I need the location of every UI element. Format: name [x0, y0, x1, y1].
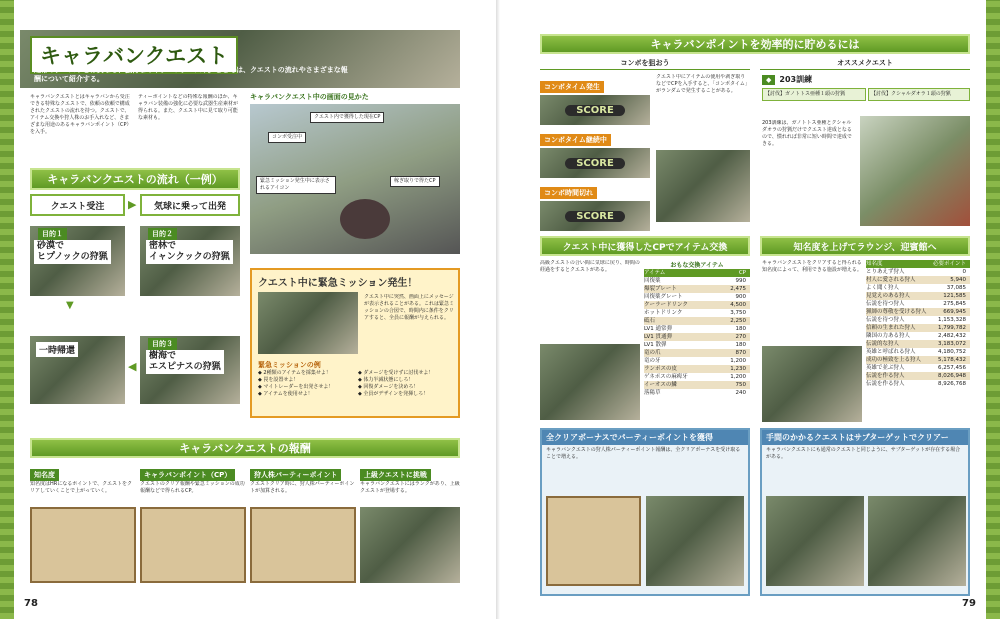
item-table-row: [644, 301, 750, 309]
subtarget-title: 手間のかかるクエストはサブターゲットでクリアー: [762, 430, 968, 445]
flow-step-4-tag: 目的２: [148, 228, 177, 240]
fame-level: 村人に愛される狩人: [866, 277, 916, 283]
flow-title: キャラバンクエストの流れ（一例）: [47, 173, 223, 186]
emergency-list-col2: [358, 370, 458, 398]
item-cp: 1,230: [730, 366, 746, 372]
arrow-left-icon: ◀: [128, 360, 137, 373]
reward-party-head: 狩人株パーティーポイント: [250, 469, 341, 481]
item-table-row: [644, 309, 750, 317]
item-cp: 750: [735, 382, 746, 388]
fame-table-row: [866, 356, 970, 364]
flow-step-3-label: 砂漠で ヒプノックの狩猟: [34, 240, 111, 264]
flow-title-bar: [30, 168, 240, 190]
right-page: [500, 0, 1000, 619]
item-table-row: [644, 373, 750, 381]
fame-table-header-level: 知名度: [866, 261, 883, 267]
fame-table-row: [866, 292, 970, 300]
fame-table-row: [866, 340, 970, 348]
item-table-row: [644, 381, 750, 389]
combo-screen-3: [540, 201, 650, 231]
fame-points: 669,945: [943, 309, 966, 315]
fame-points: 1,799,782: [938, 325, 966, 331]
fame-level: 成功の極致を上る狩人: [866, 357, 922, 363]
arrow-right-icon: ▶: [128, 198, 137, 211]
score-indicator: SCORE: [565, 158, 625, 169]
arrow-down-icon: ▼: [66, 300, 74, 311]
flow-step-6-label: 樹海で エスピナスの狩猟: [146, 350, 224, 374]
fame-table-row: [866, 284, 970, 292]
fame-table-row: [866, 316, 970, 324]
reward-upper-image: [360, 507, 460, 583]
item-name: 竜の爪: [644, 350, 661, 356]
emergency-list-title: 緊急ミッションの例: [258, 361, 321, 369]
quest-image: [860, 116, 970, 226]
body-text-col1: キャラバンクエストとはキャラバンから受注できる特殊なクエストで、依頼の依頼で構成されたクエストの流れを持つ。クエストで、アイテム交換や狩人株のお手入れなど、さまざまな用途のあるキャラバンポイント（CP）を入手。: [30, 94, 130, 135]
fame-points: 8,926,768: [938, 381, 966, 387]
fame-points: 2,482,432: [938, 333, 966, 339]
item-cp: 1,200: [730, 374, 746, 380]
fame-title: 知名度を上げてラウンジ、迎賓館へ: [793, 242, 937, 253]
fame-table-row: [866, 308, 970, 316]
page-number-left: 78: [24, 598, 38, 609]
emergency-box: [250, 268, 460, 418]
fame-table-row: [866, 380, 970, 388]
emergency-item: ◆ 体力半減状態にしろ！: [358, 377, 414, 383]
quest-target-1: 【討伐】ガノトトス亜種１頭の狩猟: [762, 88, 866, 101]
emergency-list-col1: [258, 370, 356, 398]
fame-level: 伝説を作る狩人: [866, 373, 905, 379]
reward-party-text: クエストクリア時に、狩人株パーティーポイントが加算される。: [250, 481, 355, 494]
fame-table-row: [866, 372, 970, 380]
combo-label-1: コンボタイム発生: [540, 81, 604, 93]
emergency-item: ◆ 全員がデザインを発揮しろ！: [358, 391, 429, 397]
flow-step-1-label: クエスト受注: [50, 201, 105, 212]
item-table-title: おもな交換アイテム: [670, 262, 724, 269]
flow-step-5-label: 一時帰還: [36, 342, 78, 357]
fame-points: 5,940: [950, 277, 966, 283]
item-cp: 900: [735, 294, 746, 300]
fame-level: 伝説的な狩人: [866, 341, 900, 347]
body-text-col2: ティーポイントなどの特殊な報酬のほか、キャラバン装備の強化に必要な武器生産素材が得られる。また、クエスト中に見て取り可能な素材も。: [138, 94, 238, 121]
exchange-image: [540, 344, 640, 420]
item-name: 砥石: [644, 318, 656, 324]
combo-panels: [540, 74, 650, 224]
subtarget-image-1: [766, 496, 864, 586]
emergency-item: ◆ 2種類のアイテムを採集せよ！: [258, 370, 331, 376]
item-cp: 4,500: [730, 302, 746, 308]
fame-points: 275,845: [943, 301, 966, 307]
item-name: LV1 貫通弾: [644, 334, 672, 340]
fame-table-row: [866, 300, 970, 308]
main-title: キャラバンポイントを効率的に貯めるには: [650, 38, 860, 51]
item-table-row: [644, 349, 750, 357]
item-table-row: [644, 285, 750, 293]
subtarget-image-2: [868, 496, 966, 586]
screen-guide-image: [250, 104, 460, 254]
item-table-row: [644, 333, 750, 341]
reward-cp-head: キャラバンポイント（CP）: [140, 469, 235, 481]
page-edge-right: [986, 0, 1000, 619]
fame-level: 信頼の生まれた狩人: [866, 325, 916, 331]
callout-combo: コンボ受注中: [268, 132, 306, 143]
bonus-text: キャラバンクエストの狩人株パーティーポイント報酬は、全クリアボーナスを受け取ることで増える。: [546, 447, 741, 460]
combo-screen-2: [540, 148, 650, 178]
flow-step-4-image: [140, 226, 240, 296]
fame-level: 見覚えのある狩人: [866, 293, 911, 299]
fame-level: 伝説を作る狩人: [866, 381, 905, 387]
emergency-text: クエスト中に突然、画面上にメッセージが表示されることがある。これは緊急ミッションの合図で、時間内に条件をクリアすると、全員に報酬が与えられる。: [364, 294, 455, 321]
fame-points: 8,026,948: [938, 373, 966, 379]
item-table-row: [644, 341, 750, 349]
flow-step-3-image: [30, 226, 125, 296]
reward-upper-head: 上級クエストに挑戦: [360, 469, 431, 481]
reward-fame-screen: [30, 507, 136, 583]
fame-table-row: [866, 348, 970, 356]
fame-points: 0: [962, 269, 966, 275]
fame-table: [866, 260, 970, 388]
bonus-box: [540, 428, 750, 596]
item-cp: 180: [735, 342, 746, 348]
fame-level: 伝説を待つ狩人: [866, 317, 905, 323]
score-indicator: SCORE: [565, 105, 625, 116]
fame-table-row: [866, 364, 970, 372]
combo-screen-1: [540, 95, 650, 125]
emergency-item: ◆ アイテムを使用せよ！: [258, 391, 313, 397]
reward-party: [250, 462, 356, 592]
item-cp: 2,250: [730, 318, 746, 324]
item-name: 回復薬グレート: [644, 294, 683, 300]
callout-emergency-icon: 緊急ミッション発生中に表示されるアイコン: [256, 176, 336, 194]
fame-level: 猟師の尊敬を受ける狩人: [866, 309, 927, 315]
fame-points: 5,178,432: [938, 357, 966, 363]
callout-carve-cp: 稼ぎ取りで得たCP: [390, 176, 440, 187]
fame-points: 1,153,328: [938, 317, 966, 323]
score-indicator: SCORE: [565, 211, 625, 222]
flow-step-4-label: 密林で イャンクックの狩猟: [146, 240, 233, 264]
fame-points: 121,585: [943, 293, 966, 299]
fame-text: キャラバンクエストをクリアすると得られる知名度によって、利用できる施設が増える。: [762, 260, 862, 273]
reward-cp: [140, 462, 246, 592]
item-table-header-cp: CP: [738, 270, 746, 276]
item-table-row: [644, 277, 750, 285]
reward-upper-text: キャラバンクエストにはランクがあり、上級クエストが登場する。: [360, 481, 460, 494]
item-table-header: [644, 269, 750, 277]
emergency-title: クエスト中に緊急ミッション発生！: [258, 278, 418, 289]
item-cp: 180: [735, 326, 746, 332]
exchange-text: 高級クエストの合い間に気球に戻り、時間の経過をするとクエストがある。: [540, 260, 640, 273]
combo-image: [656, 150, 750, 222]
item-cp: 270: [735, 334, 746, 340]
page-edge-left: [0, 0, 14, 619]
flow-step-6-image: [140, 336, 240, 404]
fame-level: 隣国の力ある狩人: [866, 333, 911, 339]
fame-points: 4,180,752: [938, 349, 966, 355]
fame-table-header-points: 必要ポイント: [932, 261, 966, 267]
subtarget-text: キャラバンクエストにも通常のクエストと同じように、サブターゲットが存在する場合がある。: [766, 447, 961, 460]
quest-text: 203訓練は、ガノトトス亜種とクシャルダオラの狩猟だけでクエスト達成となるので、慣れれば非常に短い時間で達成できる。: [762, 120, 852, 147]
subtarget-box: [760, 428, 970, 596]
combo-label-3: コンボ時間切れ: [540, 187, 597, 199]
fame-points: 37,085: [946, 285, 966, 291]
item-name: LV1 散弾: [644, 342, 667, 348]
item-table-header-item: アイテム: [644, 270, 666, 276]
rewards-title-bar: [30, 438, 460, 458]
item-name: ゲネポスの麻痺牙: [644, 374, 688, 380]
fame-image: [762, 346, 862, 422]
fame-title-bar: [760, 236, 970, 256]
rewards-title: キャラバンクエストの報酬: [179, 442, 311, 455]
item-name: 爆裂プレート: [644, 286, 677, 292]
screen-guide-title: キャラバンクエスト中の画面の見かた: [250, 93, 369, 101]
fame-level: よく聞く狩人: [866, 285, 900, 291]
fame-table-row: [866, 276, 970, 284]
quest-target-2: 【討伐】クシャルダオラ１頭の狩猟: [868, 88, 970, 101]
flow-step-2: [140, 194, 240, 216]
combo-label-2: コンボタイム継続中: [540, 134, 611, 146]
item-name: ランポスの皮: [644, 366, 678, 372]
item-name: 落陽草: [644, 390, 661, 396]
main-title-bar: [540, 34, 970, 54]
fame-table-row: [866, 332, 970, 340]
item-name: 竜の牙: [644, 358, 661, 364]
recommended-head: オススメクエスト: [760, 58, 970, 70]
exchange-title: クエスト中に獲得したCPでアイテム交換: [562, 242, 728, 253]
flow-step-6-tag: 目的３: [148, 338, 177, 350]
item-name: クーラードリンク: [644, 302, 688, 308]
item-cp: 1,200: [730, 358, 746, 364]
fame-table-body: [866, 268, 970, 388]
quest-number: 203訓練: [779, 75, 813, 84]
item-table-body: [644, 277, 750, 397]
item-cp: 990: [735, 278, 746, 284]
emergency-item: ◆ ダメージを受けずに討伐せよ！: [358, 370, 434, 376]
quest-number-row: [762, 74, 812, 85]
item-table-row: [644, 357, 750, 365]
item-name: ホットドリンク: [644, 310, 683, 316]
item-table: [644, 260, 750, 397]
emergency-image: [258, 292, 358, 354]
exchange-title-bar: [540, 236, 750, 256]
fame-table-row: [866, 268, 970, 276]
emergency-item: ◆ 罠を設置せよ！: [258, 377, 299, 383]
item-cp: 870: [735, 350, 746, 356]
item-name: 回復薬: [644, 278, 661, 284]
reward-upper: [360, 462, 460, 592]
monster-figure: [340, 199, 390, 239]
item-cp: 3,750: [730, 310, 746, 316]
callout-current-cp: クエスト内で獲得した現在CP: [310, 112, 384, 123]
quest-icon: ◆: [762, 75, 775, 85]
flow-step-3-tag: 目的１: [38, 228, 67, 240]
item-name: LV1 通常弾: [644, 326, 672, 332]
flow-step-2-label: 気球に乗って出発: [153, 201, 226, 212]
item-table-row: [644, 325, 750, 333]
reward-fame-head: 知名度: [30, 469, 59, 481]
bonus-screen: [546, 496, 641, 586]
flow-step-1: [30, 194, 125, 216]
item-table-row: [644, 389, 750, 397]
fame-level: 伝説を待つ狩人: [866, 301, 905, 307]
item-table-row: [644, 365, 750, 373]
item-cp: 240: [735, 390, 746, 396]
combo-text: クエスト中にアイテムの使用や剥ぎ取りなどでCPを入手すると、「コンボタイム」がランダムで発生することがある。: [656, 74, 750, 94]
emergency-item: ◆ 回復ダメージを決めろ！: [358, 384, 419, 390]
bonus-image: [646, 496, 744, 586]
fame-level: とりあえず狩人: [866, 269, 905, 275]
reward-cp-screen: [140, 507, 246, 583]
item-table-row: [644, 317, 750, 325]
item-name: イーオスの鱗: [644, 382, 677, 388]
bonus-title: 全クリアボーナスでパーティーポイントを獲得: [542, 430, 748, 445]
fame-points: 3,183,072: [938, 341, 966, 347]
reward-fame: [30, 462, 136, 592]
fame-level: 英雄と呼ばれる狩人: [866, 349, 916, 355]
fame-level: 英雄で並ぶ狩人: [866, 365, 905, 371]
item-table-row: [644, 293, 750, 301]
page-number-right: 79: [962, 598, 976, 609]
reward-fame-text: 知名度はHRになるポイントで、クエストをクリアしていくことで上がっていく。: [30, 481, 133, 494]
reward-party-screen: [250, 507, 356, 583]
fame-table-row: [866, 324, 970, 332]
page-title: キャラバンクエスト: [40, 44, 229, 68]
item-cp: 2,475: [730, 286, 746, 292]
flow-step-5-image: [30, 336, 125, 404]
title-intro: 通常のクエストとは異なる、独特なキャラバンクエスト。ここでは、クエストの流れやさまざまな報酬について紹介する。: [34, 66, 348, 83]
combo-head: コンボを狙おう: [540, 58, 750, 70]
reward-cp-text: クエストのクリア報酬や緊急ミッションの成功報酬などで得られるCP。: [140, 481, 245, 494]
emergency-item: ◆ マイトレーダーを出発させよ！: [258, 384, 334, 390]
fame-points: 6,257,456: [938, 365, 966, 371]
fame-table-header: [866, 260, 970, 268]
